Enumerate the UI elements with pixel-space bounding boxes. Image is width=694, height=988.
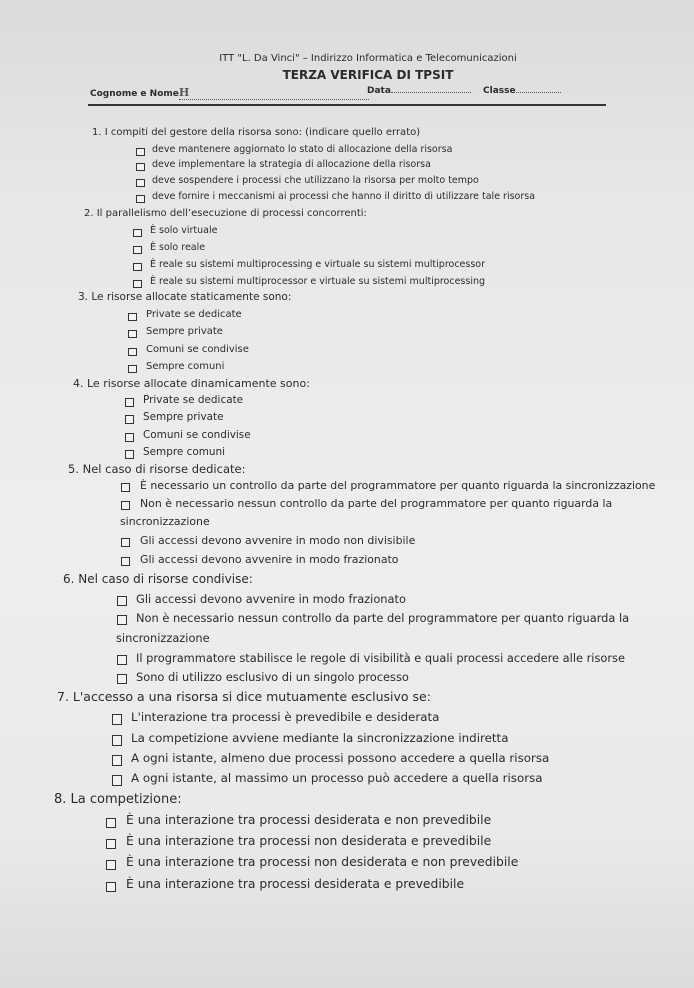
question-3-text: 3. Le risorse allocate staticamente sono:: [78, 291, 292, 303]
option-label: deve fornire i meccanismi ai processi che hanno il diritto di utilizzare tale risorsa: [152, 191, 536, 202]
option-label: Sempre comuni: [146, 361, 225, 372]
checkbox[interactable]: [133, 280, 142, 289]
checkbox[interactable]: [117, 655, 127, 665]
date-field[interactable]: [367, 86, 471, 96]
checkbox[interactable]: [121, 557, 130, 566]
checkbox[interactable]: [136, 195, 145, 204]
option-label: Comuni se condivise: [146, 344, 249, 355]
option-label: Sempre private: [146, 326, 223, 337]
checkbox[interactable]: [128, 348, 137, 357]
name-field[interactable]: [90, 86, 369, 100]
option-label: Gli accessi devono avvenire in modo frazionato: [136, 592, 406, 606]
checkbox[interactable]: [133, 246, 142, 255]
checkbox[interactable]: [136, 148, 145, 157]
question-5-text: 5. Nel caso di risorse dedicate:: [68, 462, 246, 476]
name-label: Cognome e Nome: [90, 89, 179, 99]
checkbox[interactable]: [133, 229, 142, 238]
option-label: A ogni istante, almeno due processi possono accedere a quella risorsa: [131, 751, 550, 765]
checkbox[interactable]: [106, 839, 116, 849]
option-label: Il programmatore stabilisce le regole di visibilità e quali processi accedere alle risorse: [136, 651, 626, 665]
option-label: deve sospendere i processi che utilizzano la risorsa per molto tempo: [152, 175, 479, 186]
option-label: Sono di utilizzo esclusivo di un singolo processo: [136, 670, 409, 684]
option-label: È una interazione tra processi desiderata e non prevedibile: [126, 813, 492, 827]
checkbox[interactable]: [112, 714, 122, 724]
option-label: Private se dedicate: [143, 394, 244, 406]
option-label: È necessario un controllo da parte del programmatore per quanto riguarda la sincronizzazione: [140, 479, 656, 492]
checkbox[interactable]: [128, 365, 137, 374]
option-label: Sempre private: [143, 411, 224, 423]
option-label: È reale su sistemi multiprocessor e virtuale su sistemi multiprocessing: [150, 276, 486, 287]
checkbox[interactable]: [117, 596, 127, 606]
checkbox[interactable]: [128, 313, 137, 322]
checkbox[interactable]: [136, 163, 145, 172]
option-label: Non è necessario nessun controllo da parte del programmatore per quanto riguarda la: [136, 611, 630, 625]
option-label: Non è necessario nessun controllo da parte del programmatore per quanto riguarda la: [140, 497, 613, 510]
option-label: È una interazione tra processi non desiderata e non prevedibile: [126, 855, 519, 869]
date-label: Data: [367, 86, 391, 96]
checkbox[interactable]: [112, 735, 122, 745]
option-label: La competizione avviene mediante la sincronizzazione indiretta: [131, 731, 509, 745]
checkbox[interactable]: [125, 450, 134, 459]
checkbox[interactable]: [117, 615, 127, 625]
exam-title: TERZA VERIFICA DI TPSIT: [282, 68, 454, 82]
question-1-text: 1. I compiti del gestore della risorsa sono: (indicare quello errato): [92, 127, 421, 138]
option-label: È solo reale: [150, 242, 206, 253]
question-4-text: 4. Le risorse allocate dinamicamente sono:: [73, 377, 310, 390]
checkbox[interactable]: [121, 483, 130, 492]
option-label: Gli accessi devono avvenire in modo frazionato: [140, 553, 399, 566]
option-label: deve mantenere aggiornato lo stato di allocazione della risorsa: [152, 144, 453, 155]
option-label: L'interazione tra processi è prevedibile e desiderata: [131, 710, 440, 724]
option-label: Sempre comuni: [143, 446, 226, 458]
checkbox[interactable]: [112, 775, 122, 785]
question-6-text: 6. Nel caso di risorse condivise:: [63, 572, 253, 586]
question-7-text: 7. L'accesso a una risorsa si dice mutuamente esclusivo se:: [57, 689, 431, 704]
checkbox[interactable]: [106, 860, 116, 870]
option-label: deve implementare la strategia di allocazione della risorsa: [152, 159, 431, 170]
option-label: È una interazione tra processi non desiderata e prevedibile: [126, 834, 492, 848]
checkbox[interactable]: [106, 882, 116, 892]
checkbox[interactable]: [121, 501, 130, 510]
option-label-continuation: sincronizzazione: [120, 515, 210, 528]
checkbox[interactable]: [133, 263, 142, 272]
checkbox[interactable]: [125, 398, 134, 407]
option-label: È solo virtuale: [150, 225, 218, 236]
option-label-continuation: sincronizzazione: [116, 631, 210, 645]
question-2-text: 2. Il parallelismo dell’esecuzione di processi concorrenti:: [84, 208, 367, 219]
option-label: Comuni se condivise: [143, 429, 251, 441]
option-label: È reale su sistemi multiprocessing e virtuale su sistemi multiprocessor: [150, 259, 486, 270]
checkbox[interactable]: [128, 330, 137, 339]
school-header: ITT "L. Da Vinci" – Indirizzo Informatica e Telecomunicazioni: [219, 53, 517, 64]
checkbox[interactable]: [125, 433, 134, 442]
checkbox[interactable]: [136, 179, 145, 188]
checkbox[interactable]: [112, 755, 122, 765]
checkbox[interactable]: [125, 415, 134, 424]
option-label: Private se dedicate: [146, 309, 242, 320]
checkbox[interactable]: [106, 818, 116, 828]
question-8-text: 8. La competizione:: [54, 792, 182, 807]
option-label: È una interazione tra processi desiderata e prevedibile: [126, 877, 465, 891]
name-value: H: [179, 86, 369, 100]
option-label: Gli accessi devono avvenire in modo non divisibile: [140, 534, 416, 547]
option-label: A ogni istante, al massimo un processo può accedere a quella risorsa: [131, 771, 543, 785]
checkbox[interactable]: [117, 674, 127, 684]
header-divider: [88, 104, 606, 106]
class-field[interactable]: [483, 86, 561, 96]
checkbox[interactable]: [121, 538, 130, 547]
class-label: Classe: [483, 86, 516, 96]
